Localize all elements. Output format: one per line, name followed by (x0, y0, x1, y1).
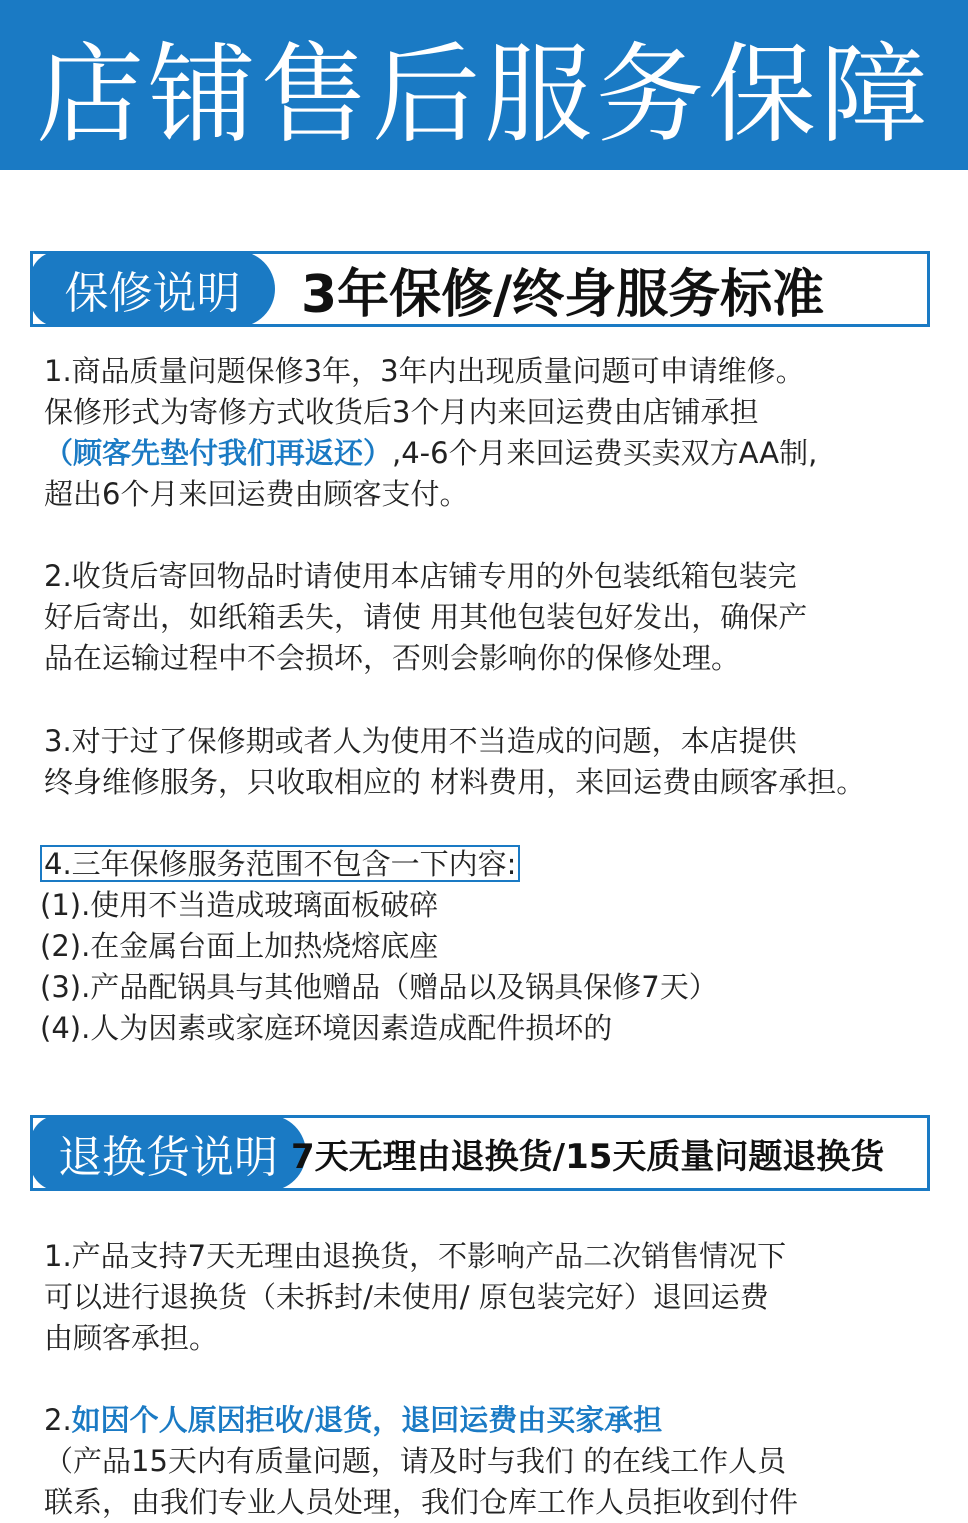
returns-heading: 7天无理由退换货/15天质量问题退换货 (291, 1136, 885, 1177)
text-line (44, 1400, 798, 1441)
text-line: 超出6个月来回运费由顾客支付。 (44, 477, 469, 511)
warranty-heading: 3年保修/终身服务标准 (301, 264, 825, 325)
exclusion-item: (3).产品配锅具与其他赠品（赠品以及锅具保修7天） (40, 970, 718, 1004)
text-line (40, 844, 718, 885)
text-line: 由顾客承担。 (44, 1321, 219, 1355)
warranty-paragraph-4 (40, 844, 718, 1049)
return-shipping-highlight: 如因个人原因拒收/退货，退回运费由买家承担 (71, 1403, 663, 1437)
text-line: 可以进行退换货（未拆封/未使用/ 原包装完好）退回运费 (44, 1280, 769, 1314)
returns-paragraph-2 (44, 1400, 798, 1523)
text-line: 2.收货后寄回物品时请使用本店铺专用的外包装纸箱包装完 (44, 559, 797, 593)
warranty-section-bar (30, 251, 930, 327)
returns-section-bar (30, 1115, 930, 1191)
returns-paragraph-1 (44, 1236, 786, 1359)
returns-pill: 退换货说明 (30, 1115, 306, 1191)
refund-note-highlight: （顾客先垫付我们再返还） (44, 436, 393, 470)
text-line: 终身维修服务，只收取相应的 材料费用，来回运费由顾客承担。 (44, 765, 866, 799)
page-title: 店铺售后服务保障 (35, 32, 932, 158)
text-fragment: 2. (44, 1403, 72, 1437)
exclusion-item: (1).使用不当造成玻璃面板破碎 (40, 888, 439, 922)
warranty-paragraph-1 (44, 351, 817, 515)
text-line: 保修形式为寄修方式收货后3个月内来回运费由店铺承担 (44, 395, 759, 429)
text-line: 品在运输过程中不会损坏，否则会影响你的保修处理。 (44, 641, 741, 675)
page-header (0, 0, 968, 170)
warranty-paragraph-3 (44, 721, 865, 803)
text-line: （产品15天内有质量问题，请及时与我们 的在线工作人员 (44, 1444, 787, 1478)
text-line: 联系，由我们专业人员处理，我们仓库工作人员拒收到付件 (44, 1485, 799, 1519)
exclusion-item: (4).人为因素或家庭环境因素造成配件损坏的 (40, 1011, 613, 1045)
exclusions-title: 4.三年保修服务范围不包含一下内容: (40, 845, 520, 882)
text-line: 1.产品支持7天无理由退换货，不影响产品二次销售情况下 (44, 1239, 787, 1273)
text-line: 好后寄出，如纸箱丢失，请使 用其他包装包好发出，确保产 (44, 600, 808, 634)
text-line (44, 433, 817, 474)
text-line: 3.对于过了保修期或者人为使用不当造成的问题，本店提供 (44, 724, 797, 758)
exclusion-item: (2).在金属台面上加热烧熔底座 (40, 929, 439, 963)
text-line: 1.商品质量问题保修3年，3年内出现质量问题可申请维修。 (44, 354, 805, 388)
text-fragment: ,4-6个月来回运费买卖双方AA制, (392, 436, 818, 470)
warranty-pill: 保修说明 (30, 251, 275, 327)
warranty-paragraph-2 (44, 556, 807, 679)
